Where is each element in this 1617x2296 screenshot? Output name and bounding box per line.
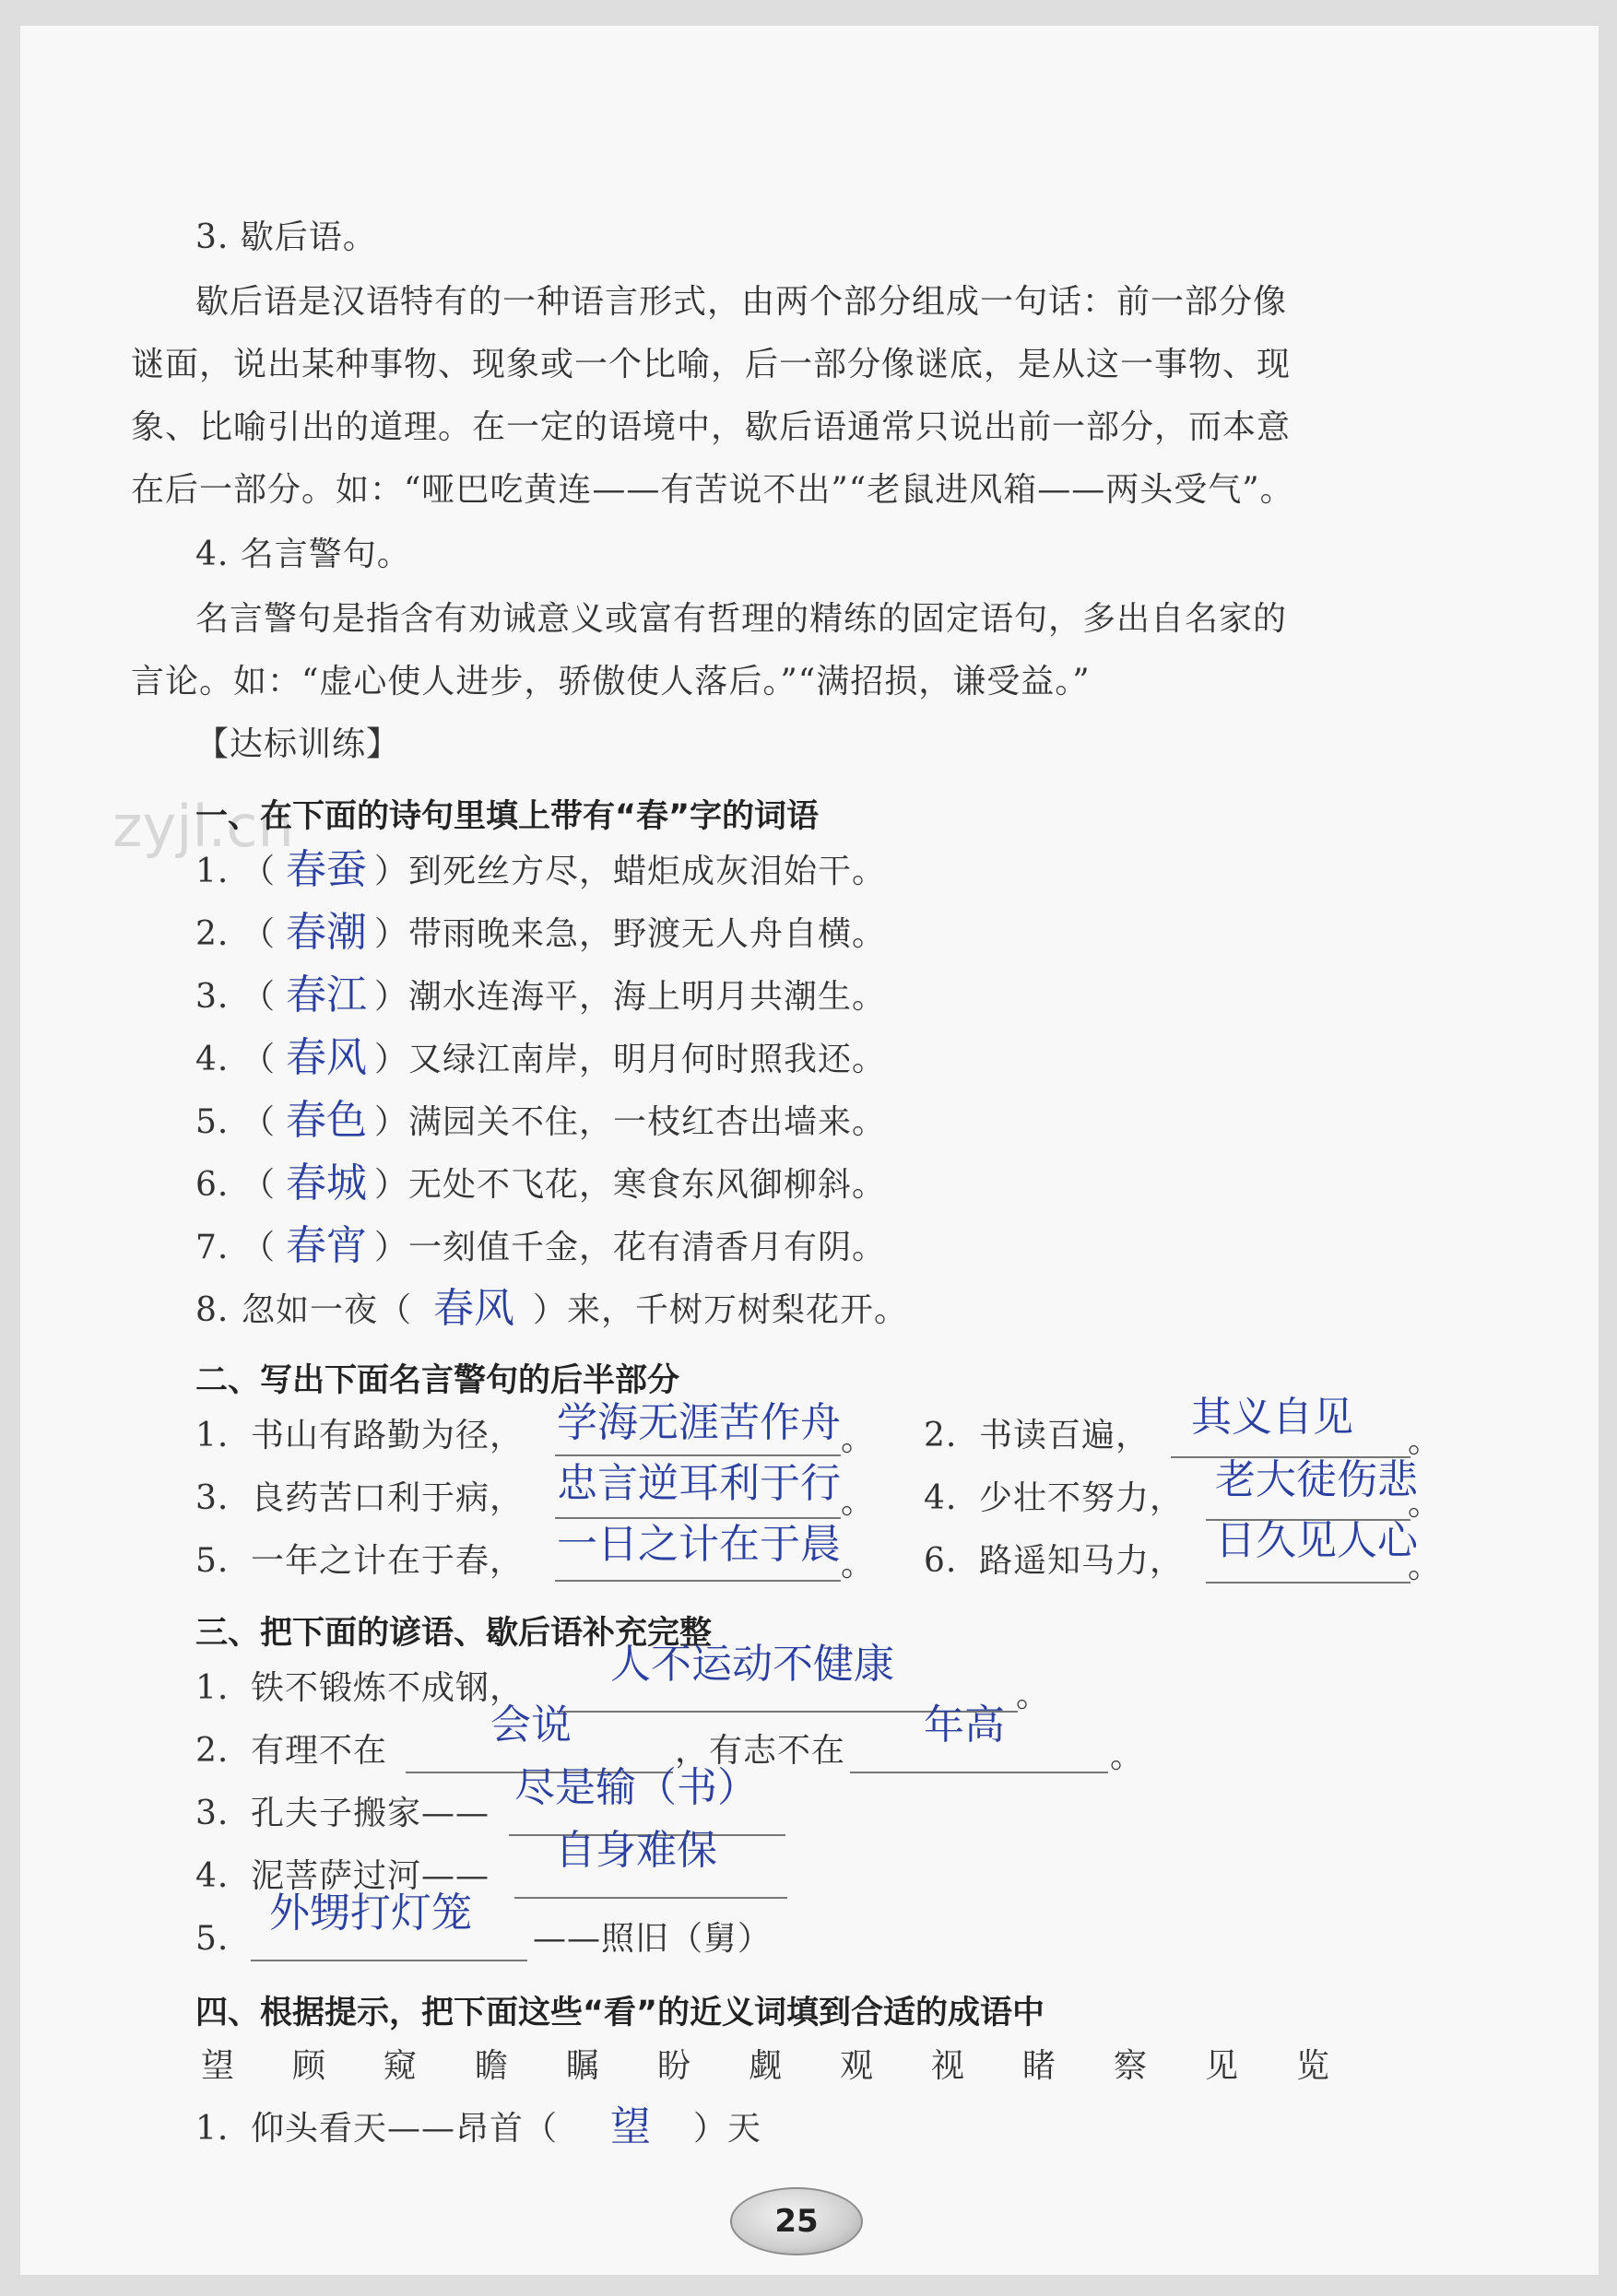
page-number-badge [730, 2187, 863, 2255]
watermark: zyjl.cn [112, 793, 294, 860]
idiom-prompt: 仰头看天——昂首（ [251, 2110, 559, 2148]
bracket-open: （ [242, 1166, 277, 1204]
synonym-char: 觑 [749, 2047, 784, 2085]
handwritten-answer: 年高 [924, 1701, 1005, 1748]
item-number: 1. [195, 1669, 230, 1707]
poem-text: ）来，千树万树梨花开。 [533, 1291, 909, 1329]
answer-line [555, 1454, 841, 1456]
synonym-char: 瞻 [475, 2047, 510, 2085]
item-number: 3. [195, 978, 230, 1016]
period: 。 [841, 1483, 876, 1521]
synonym-char: 盼 [657, 2047, 692, 2085]
item-number: 3. [195, 1479, 230, 1517]
handwritten-answer: 会说 [490, 1701, 572, 1748]
period: 。 [1016, 1677, 1051, 1714]
quote-prompt: 路遥知马力， [979, 1542, 1185, 1580]
bracket-open: （ [242, 978, 277, 1016]
handwritten-answer: 春潮 [286, 909, 367, 956]
handwritten-answer: 自身难保 [555, 1827, 717, 1874]
item-number: 4. [195, 1857, 230, 1895]
handwritten-answer: 外甥打灯笼 [269, 1890, 472, 1937]
item-number: 1. [195, 2110, 230, 2148]
item-number: 1. [195, 1417, 230, 1454]
quote-prompt: 书山有路勤为径， [251, 1417, 525, 1454]
handwritten-answer: 望 [610, 2103, 651, 2150]
proverb-prompt: 泥菩萨过河—— [251, 1857, 490, 1895]
bracket-open: （ [242, 853, 277, 890]
quote-prompt: 书读百遍， [979, 1417, 1151, 1454]
item-number: 6. [924, 1542, 958, 1580]
handwritten-answer: 学海无涯苦作舟 [557, 1399, 841, 1446]
poem-text: ）带雨晚来急，野渡无人舟自横。 [374, 915, 887, 953]
poem-text: ）潮水连海平，海上明月共潮生。 [374, 978, 887, 1016]
answer-line [1206, 1582, 1410, 1584]
item-number: 4. [195, 1041, 230, 1078]
bracket-open: （ [242, 915, 277, 953]
item-number: 4. [924, 1479, 958, 1517]
handwritten-answer: 其义自见 [1191, 1394, 1353, 1441]
item-number: 3. [195, 1795, 230, 1832]
worksheet-page [20, 26, 1599, 2275]
quote-prompt: 一年之计在于春， [251, 1542, 525, 1580]
proverb-suffix: ——照旧（舅） [533, 1920, 773, 1958]
bracket-open: （ [242, 1041, 277, 1078]
synonym-char: 瞩 [566, 2047, 601, 2085]
handwritten-answer: 春蚕 [286, 846, 367, 893]
proverb-prompt: 孔夫子搬家—— [251, 1795, 490, 1832]
item-number: 2. [195, 915, 230, 953]
section-1-title: 一、在下面的诗句里填上带有“春”字的词语 [195, 798, 820, 835]
training-label: 【达标训练】 [195, 725, 401, 763]
answer-line [555, 1580, 841, 1582]
handwritten-answer: 春宵 [286, 1222, 367, 1269]
section-3-title: 三、把下面的谚语、歇后语补充完整 [195, 1615, 713, 1652]
period: 。 [841, 1420, 876, 1458]
handwritten-answer: 春城 [286, 1160, 367, 1207]
synonym-char: 见 [1205, 2047, 1240, 2085]
period: 。 [1408, 1422, 1443, 1460]
quote-prompt: 良药苦口利于病， [251, 1479, 525, 1517]
paragraph-line: 在后一部分。如：“哑巴吃黄连——有苦说不出”“老鼠进风箱——两头受气”。 [131, 471, 1294, 509]
period: 。 [1408, 1548, 1443, 1585]
synonym-char: 视 [931, 2047, 966, 2085]
synonym-char: 观 [840, 2047, 875, 2085]
period: 。 [1110, 1737, 1145, 1775]
item-number: 8. [195, 1291, 230, 1329]
period: 。 [1408, 1485, 1443, 1523]
item-number: 1. [195, 853, 230, 890]
bracket-open: （ [242, 1229, 277, 1266]
handwritten-answer: 老大徒伤悲 [1215, 1456, 1418, 1503]
bracket-open: （ [242, 1103, 277, 1141]
answer-line [555, 1517, 841, 1519]
synonym-char: 顾 [292, 2047, 327, 2085]
paragraph-line: 歇后语是汉语特有的一种语言形式，由两个部分组成一句话：前一部分像 [195, 283, 1288, 321]
proverb-prompt: 铁不锻炼不成钢， [251, 1669, 525, 1707]
item-number: 2. [195, 1732, 230, 1770]
handwritten-answer: 一日之计在于晨 [557, 1521, 841, 1568]
poem-text: ）无处不飞花，寒食东风御柳斜。 [374, 1166, 887, 1204]
proverb-prompt: ，有志不在 [675, 1732, 846, 1770]
poem-text: ）到死丝方尽，蜡炬成灰泪始干。 [374, 853, 887, 890]
idiom-suffix: ）天 [693, 2110, 762, 2148]
handwritten-answer: 春风 [433, 1285, 514, 1332]
paragraph-line: 象、比喻引出的道理。在一定的语境中，歇后语通常只说出前一部分，而本意 [131, 408, 1292, 446]
handwritten-answer: 人不运动不健康 [610, 1641, 894, 1688]
handwritten-answer: 日久见人心 [1215, 1517, 1418, 1564]
poem-text: ）满园关不住，一枝红杏出墙来。 [374, 1103, 887, 1141]
section-4-title: 四、根据提示，把下面这些“看”的近义词填到合适的成语中 [195, 1995, 1045, 2031]
bracket-open: 忽如一夜（ [242, 1291, 413, 1329]
paragraph-line: 名言警句是指含有劝诫意义或富有哲理的精练的固定语句，多出自名家的 [195, 600, 1288, 638]
poem-text: ）又绿江南岸，明月何时照我还。 [374, 1041, 887, 1078]
answer-line [514, 1897, 787, 1899]
handwritten-answer: 尽是输（书） [514, 1764, 758, 1811]
synonym-char: 窥 [384, 2047, 419, 2085]
item-number: 5. [195, 1542, 230, 1580]
synonym-char: 览 [1296, 2047, 1331, 2085]
period: 。 [841, 1546, 876, 1584]
item-number: 5. [195, 1103, 230, 1141]
handwritten-answer: 春风 [286, 1034, 367, 1081]
handwritten-answer: 春色 [286, 1097, 367, 1144]
synonym-char: 察 [1114, 2047, 1149, 2085]
section-2-title: 二、写出下面名言警句的后半部分 [195, 1362, 680, 1399]
item-number: 7. [195, 1229, 230, 1266]
answer-line [850, 1772, 1108, 1773]
paragraph-line: 言论。如：“虚心使人进步，骄傲使人落后。”“满招损，谦受益。” [131, 663, 1091, 701]
heading-mingyan: 4. 名言警句。 [195, 536, 411, 573]
quote-prompt: 少壮不努力， [979, 1479, 1185, 1517]
item-number: 6. [195, 1166, 230, 1204]
handwritten-answer: 忠言逆耳利于行 [557, 1460, 841, 1507]
item-number: 2. [924, 1417, 958, 1454]
synonym-char: 睹 [1022, 2047, 1057, 2085]
item-number: 5. [195, 1920, 230, 1958]
synonym-char: 望 [201, 2047, 236, 2085]
answer-line [251, 1960, 527, 1961]
poem-text: ）一刻值千金，花有清香月有阴。 [374, 1229, 887, 1266]
handwritten-answer: 春江 [286, 971, 367, 1018]
page-number: 25 [774, 2203, 819, 2240]
paragraph-line: 谜面，说出某种事物、现象或一个比喻，后一部分像谜底，是从这一事物、现 [131, 346, 1292, 383]
heading-xiehouyu: 3. 歇后语。 [195, 218, 377, 256]
proverb-prompt: 有理不在 [251, 1732, 388, 1770]
